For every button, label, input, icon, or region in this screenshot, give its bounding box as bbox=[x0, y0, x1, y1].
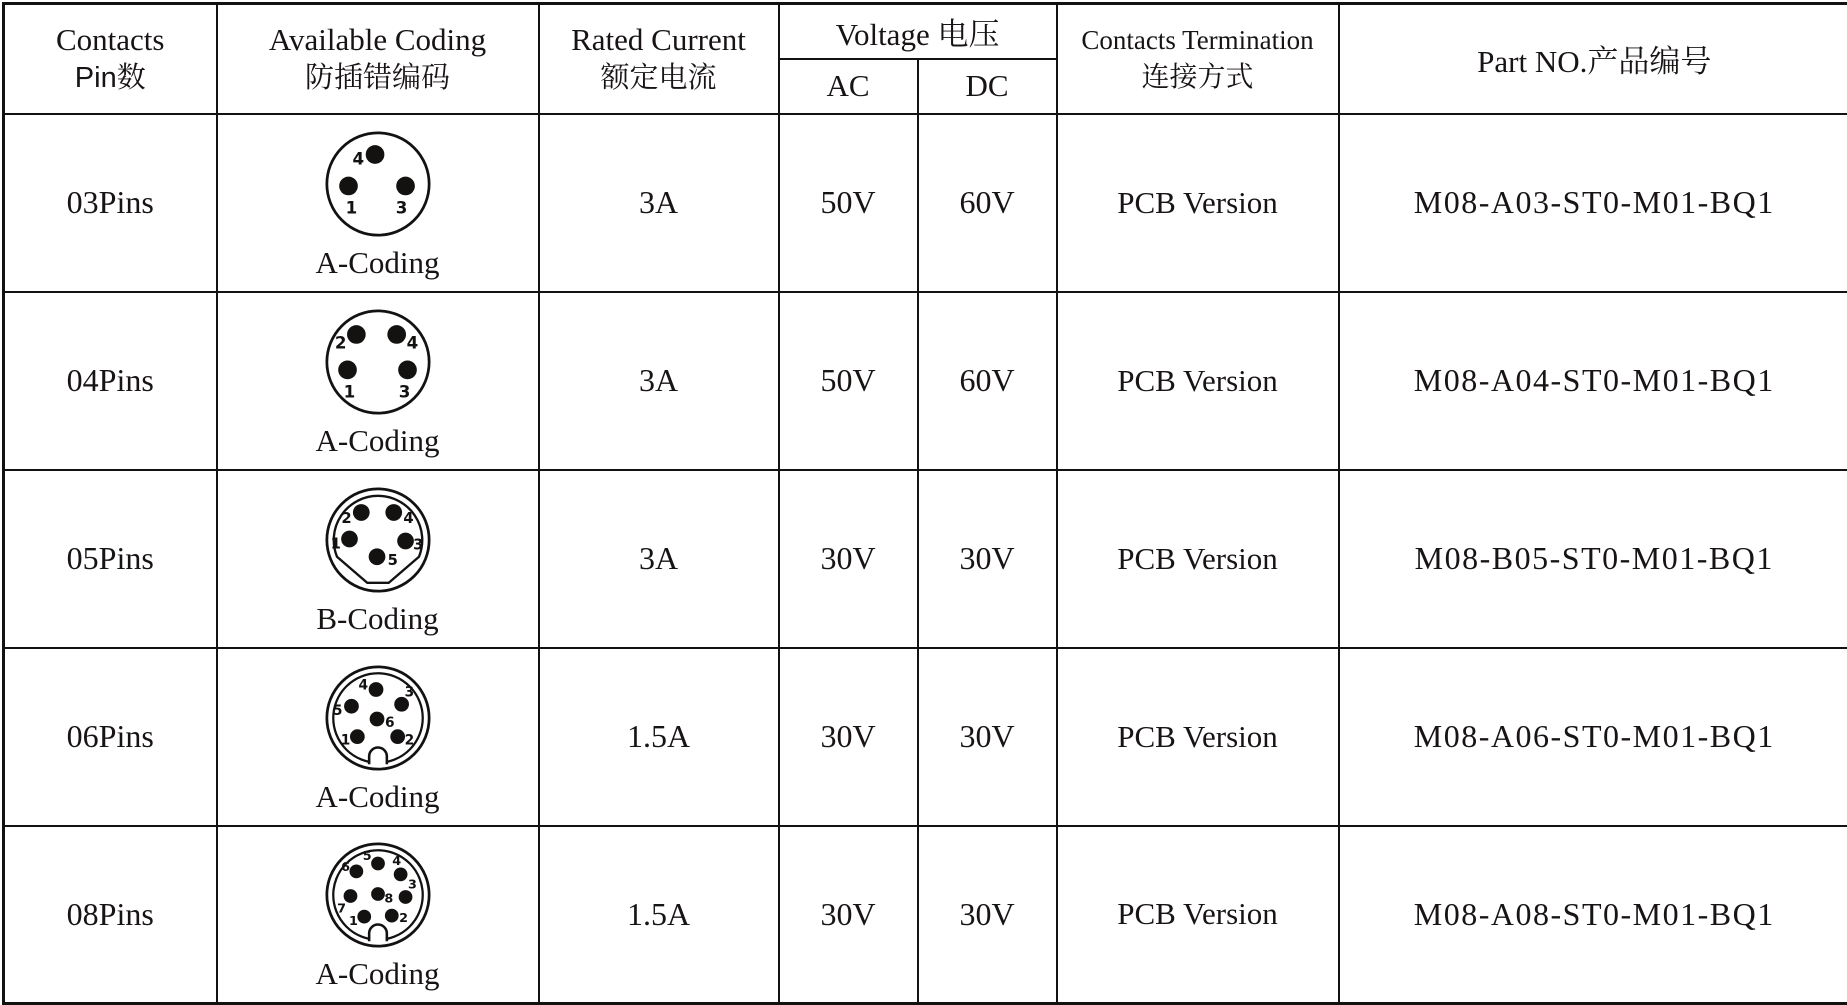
svg-text:1: 1 bbox=[340, 732, 350, 748]
pin-diagram-graphic bbox=[319, 481, 437, 599]
ac-cell: 50V bbox=[779, 114, 918, 292]
pins-cell: 08Pins bbox=[4, 826, 217, 1004]
header-termination-en: Contacts Termination bbox=[1058, 22, 1338, 58]
termination-cell: PCB Version bbox=[1057, 648, 1339, 826]
coding-cell bbox=[217, 648, 539, 826]
header-part-no bbox=[1339, 4, 1847, 114]
pins-cell: 05Pins bbox=[4, 470, 217, 648]
pin-diagram bbox=[319, 836, 437, 954]
dc-cell: 30V bbox=[918, 470, 1057, 648]
dc-cell: 30V bbox=[918, 826, 1057, 1004]
current-cell: 1.5A bbox=[539, 648, 779, 826]
header-termination-zh: 连接方式 bbox=[1058, 58, 1338, 96]
svg-text:2: 2 bbox=[399, 911, 408, 926]
dc-cell: 60V bbox=[918, 292, 1057, 470]
svg-text:2: 2 bbox=[341, 509, 351, 526]
svg-text:4: 4 bbox=[352, 148, 364, 168]
svg-text:2: 2 bbox=[334, 332, 346, 352]
svg-text:1: 1 bbox=[343, 381, 355, 401]
svg-text:1: 1 bbox=[345, 197, 357, 217]
svg-text:1: 1 bbox=[348, 914, 357, 929]
header-voltage bbox=[779, 4, 1057, 59]
header-voltage-label: Voltage 电压 bbox=[836, 17, 1000, 52]
coding-label: A-Coding bbox=[316, 423, 440, 459]
pin-diagram bbox=[319, 303, 437, 421]
pin-diagram bbox=[319, 481, 437, 599]
header-current-zh: 额定电流 bbox=[540, 59, 778, 97]
current-cell: 3A bbox=[539, 114, 779, 292]
svg-text:5: 5 bbox=[362, 849, 371, 864]
svg-text:5: 5 bbox=[387, 552, 397, 569]
svg-text:6: 6 bbox=[385, 714, 395, 730]
part-no-cell: M08-A03-ST0-M01-BQ1 bbox=[1339, 114, 1847, 292]
header-coding bbox=[217, 4, 539, 114]
ac-cell: 50V bbox=[779, 292, 918, 470]
header-coding-en: Available Coding bbox=[218, 21, 538, 59]
coding-cell bbox=[217, 470, 539, 648]
header-contacts bbox=[4, 4, 217, 114]
part-no-cell: M08-A08-ST0-M01-BQ1 bbox=[1339, 826, 1847, 1004]
header-contacts-zh: Pin数 bbox=[5, 59, 216, 97]
coding-cell bbox=[217, 826, 539, 1004]
pins-cell: 06Pins bbox=[4, 648, 217, 826]
header-dc: DC bbox=[918, 59, 1057, 114]
svg-text:6: 6 bbox=[341, 860, 350, 875]
pin-diagram bbox=[319, 125, 437, 243]
table-row bbox=[4, 648, 1847, 826]
coding-label: A-Coding bbox=[316, 779, 440, 815]
header-current-en: Rated Current bbox=[540, 21, 778, 59]
svg-text:4: 4 bbox=[406, 332, 418, 352]
svg-text:7: 7 bbox=[337, 902, 346, 917]
header-termination bbox=[1057, 4, 1339, 114]
svg-text:4: 4 bbox=[392, 854, 401, 869]
current-cell: 1.5A bbox=[539, 826, 779, 1004]
svg-text:8: 8 bbox=[384, 892, 393, 907]
termination-cell: PCB Version bbox=[1057, 292, 1339, 470]
svg-text:1: 1 bbox=[330, 535, 340, 552]
coding-label: A-Coding bbox=[316, 956, 440, 992]
svg-text:2: 2 bbox=[404, 732, 414, 748]
current-cell: 3A bbox=[539, 470, 779, 648]
pin-diagram-graphic bbox=[319, 303, 437, 421]
pins-cell: 03Pins bbox=[4, 114, 217, 292]
header-ac: AC bbox=[779, 59, 918, 114]
header-contacts-en: Contacts bbox=[5, 21, 216, 59]
coding-cell bbox=[217, 114, 539, 292]
header-coding-zh: 防插错编码 bbox=[218, 59, 538, 97]
svg-text:4: 4 bbox=[403, 509, 413, 526]
connector-spec-sheet bbox=[0, 2, 1847, 1001]
coding-cell bbox=[217, 292, 539, 470]
header-rated-current bbox=[539, 4, 779, 114]
pin-diagram-graphic bbox=[319, 659, 437, 777]
svg-text:4: 4 bbox=[358, 677, 368, 693]
svg-text:3: 3 bbox=[404, 684, 414, 700]
pins-cell: 04Pins bbox=[4, 292, 217, 470]
termination-cell: PCB Version bbox=[1057, 470, 1339, 648]
spec-table bbox=[2, 2, 1847, 1005]
table-row bbox=[4, 826, 1847, 1004]
ac-cell: 30V bbox=[779, 470, 918, 648]
current-cell: 3A bbox=[539, 292, 779, 470]
table-row bbox=[4, 114, 1847, 292]
pin-diagram bbox=[319, 659, 437, 777]
svg-text:3: 3 bbox=[413, 536, 423, 553]
table-row bbox=[4, 470, 1847, 648]
header-part-no-label: Part NO.产品编号 bbox=[1477, 44, 1711, 79]
dc-cell: 30V bbox=[918, 648, 1057, 826]
ac-cell: 30V bbox=[779, 826, 918, 1004]
part-no-cell: M08-B05-ST0-M01-BQ1 bbox=[1339, 470, 1847, 648]
termination-cell: PCB Version bbox=[1057, 826, 1339, 1004]
termination-cell: PCB Version bbox=[1057, 114, 1339, 292]
part-no-cell: M08-A06-ST0-M01-BQ1 bbox=[1339, 648, 1847, 826]
svg-text:5: 5 bbox=[332, 703, 342, 719]
svg-text:3: 3 bbox=[395, 197, 407, 217]
pin-diagram-graphic bbox=[319, 125, 437, 243]
svg-text:3: 3 bbox=[407, 878, 416, 893]
dc-cell: 60V bbox=[918, 114, 1057, 292]
pin-diagram-graphic bbox=[319, 836, 437, 954]
svg-text:3: 3 bbox=[398, 381, 410, 401]
coding-label: A-Coding bbox=[316, 245, 440, 281]
part-no-cell: M08-A04-ST0-M01-BQ1 bbox=[1339, 292, 1847, 470]
table-row bbox=[4, 292, 1847, 470]
coding-label: B-Coding bbox=[316, 601, 438, 637]
ac-cell: 30V bbox=[779, 648, 918, 826]
